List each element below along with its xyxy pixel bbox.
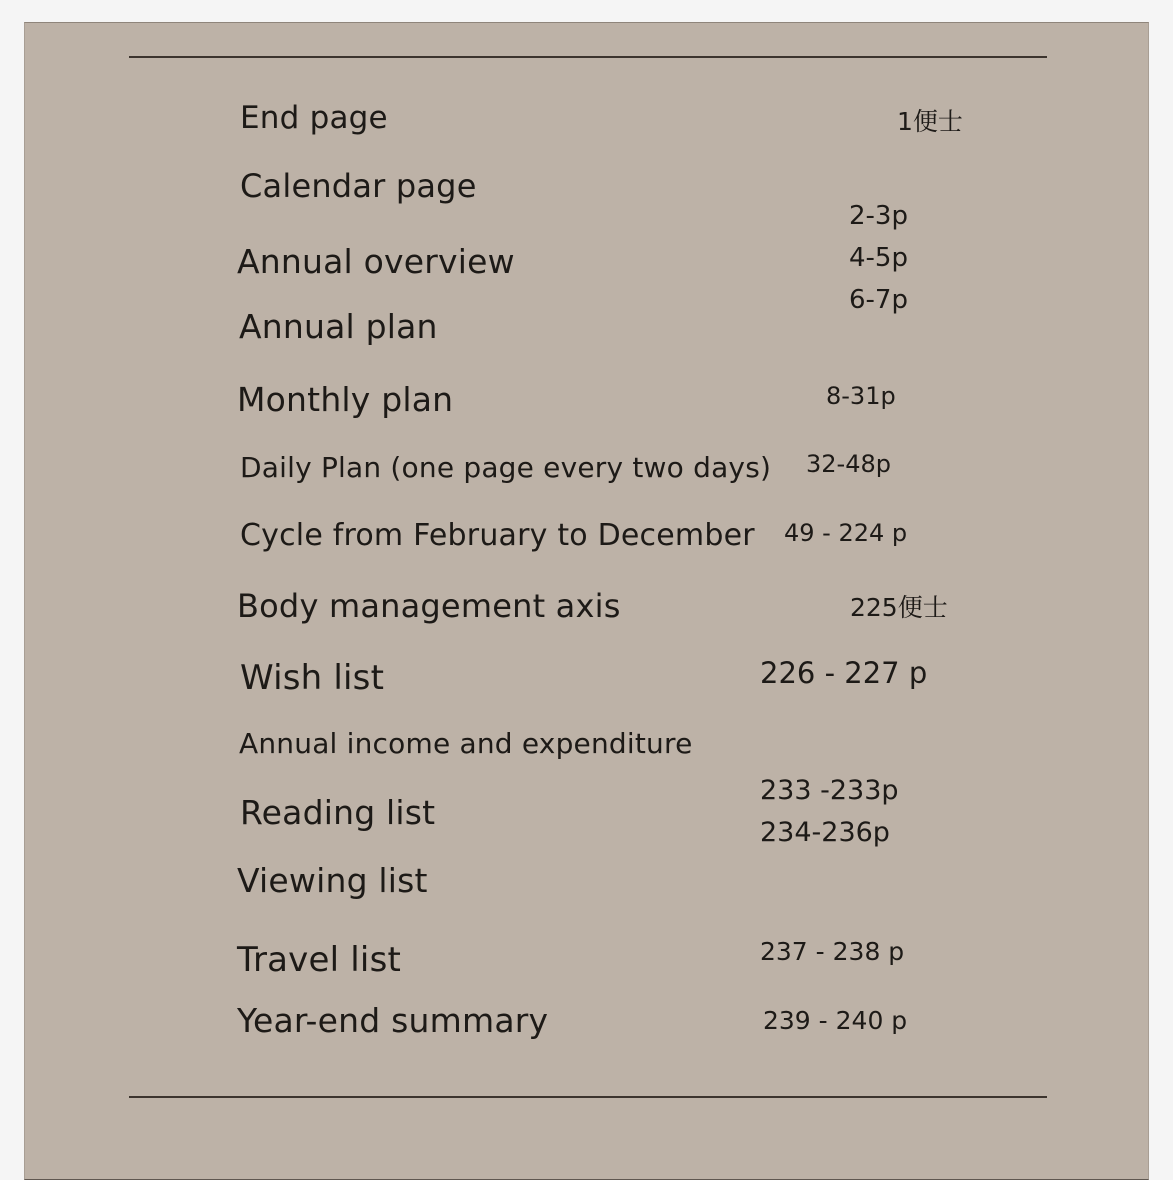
page-number-year-end-summary: 239 - 240 p (763, 1006, 908, 1035)
bottom-divider (129, 1096, 1047, 1098)
page-number-annual-overview: 4-5p (849, 243, 908, 273)
title-travel-list: Travel list (237, 940, 402, 980)
page-number-travel-list: 237 - 238 p (760, 937, 905, 966)
toc-page (24, 22, 1149, 1180)
page-number-cycle: 49 - 224 p (784, 519, 908, 547)
title-reading-list: Reading list (240, 793, 436, 832)
page-number-wish-list: 226 - 227 p (760, 656, 928, 690)
title-viewing-list: Viewing list (237, 861, 428, 900)
title-annual-plan: Annual plan (239, 307, 438, 346)
page-number-calendar: 2-3p (849, 201, 908, 231)
page-number-viewing-list: 234-236p (760, 817, 890, 848)
title-annual-income: Annual income and expenditure (239, 727, 693, 760)
page-number-daily-plan: 32-48p (806, 450, 891, 478)
page-number-body-management: 225便士 (850, 593, 948, 622)
title-wish-list: Wish list (240, 658, 385, 698)
title-cycle: Cycle from February to December (240, 518, 755, 553)
title-calendar-page: Calendar page (240, 167, 477, 205)
title-end-page: End page (240, 100, 388, 136)
title-monthly-plan: Monthly plan (237, 380, 454, 419)
page-number-end-page: 1便士 (897, 107, 963, 136)
title-daily-plan: Daily Plan (one page every two days) (240, 451, 772, 484)
title-annual-overview: Annual overview (237, 242, 515, 281)
title-year-end-summary: Year-end summary (237, 1001, 549, 1040)
page-number-reading-list: 233 -233p (760, 775, 899, 806)
page-number-annual-plan: 6-7p (849, 285, 908, 315)
top-divider (129, 56, 1047, 58)
page-number-monthly-plan: 8-31p (826, 382, 896, 410)
title-body-management: Body management axis (237, 587, 621, 625)
